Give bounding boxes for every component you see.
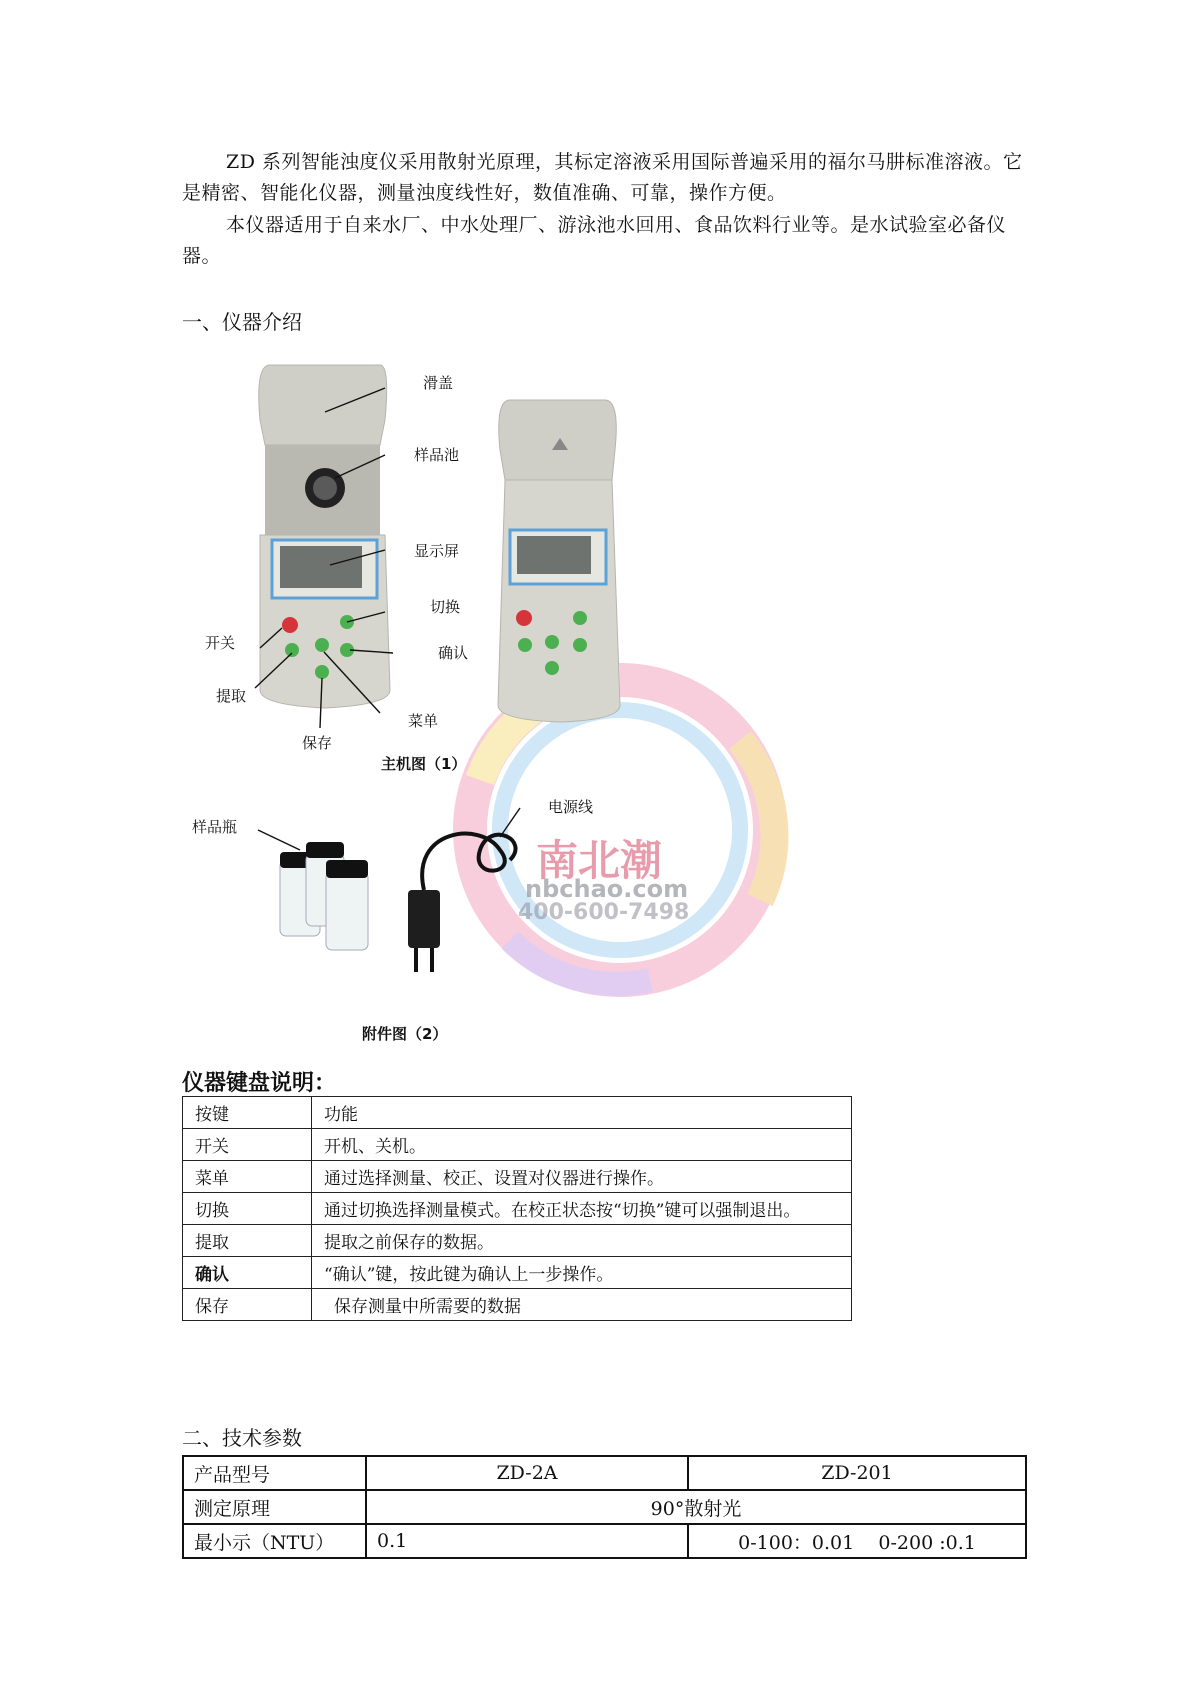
- label-power-cord: 电源线: [548, 798, 594, 816]
- spec-value-b: ZD-201: [688, 1456, 1026, 1490]
- table-row: [183, 1289, 852, 1321]
- func-cell: 保存测量中所需要的数据: [312, 1289, 852, 1321]
- func-cell: “确认”键，按此键为确认上一步操作。: [312, 1257, 852, 1289]
- label-confirm: 确认: [438, 644, 469, 662]
- key-cell: 提取: [183, 1225, 312, 1257]
- spec-label: 产品型号: [183, 1456, 366, 1490]
- table-row: [183, 1129, 852, 1161]
- intro-paragraph-1: ZD 系列智能浊度仪采用散射光原理，其标定溶液采用国际普遍采用的福尔马肼标准溶液。它是精密、智能化仪器，测量浊度线性好，数值准确、可靠，操作方便。: [182, 151, 1023, 204]
- label-switch: 切换: [430, 598, 461, 616]
- figure-1-caption: 主机图（1）: [381, 755, 467, 773]
- label-save: 保存: [302, 734, 333, 752]
- table-row: [183, 1524, 1026, 1558]
- section-2-heading: 二、技术参数: [182, 1426, 302, 1450]
- table-row: [183, 1456, 1026, 1490]
- sample-bottles: [280, 842, 368, 950]
- key-cell: 确认: [183, 1257, 312, 1289]
- table-row: [183, 1257, 852, 1289]
- key-cell: 保存: [183, 1289, 312, 1321]
- watermark-site: nbchao.com: [525, 875, 689, 903]
- table-row: [183, 1490, 1026, 1524]
- key-cell: 按键: [183, 1097, 312, 1129]
- keyboard-heading: 仪器键盘说明：: [182, 1070, 337, 1096]
- key-cell: 开关: [183, 1129, 312, 1161]
- spec-value-a: ZD-2A: [366, 1456, 688, 1490]
- section-1-heading: 一、仪器介绍: [182, 310, 302, 334]
- figure-area: [180, 360, 860, 1060]
- spec-label: 测定原理: [183, 1490, 366, 1524]
- table-row: [183, 1161, 852, 1193]
- label-menu: 菜单: [408, 712, 439, 730]
- func-cell: 开机、关机。: [312, 1129, 852, 1161]
- keyboard-table: [182, 1096, 852, 1321]
- table-row: [183, 1193, 852, 1225]
- label-sample-bottle: 样品瓶: [192, 818, 238, 836]
- label-display: 显示屏: [414, 542, 460, 560]
- device-closed: [498, 400, 620, 722]
- watermark-phone: 400-600-7498: [518, 900, 690, 925]
- key-cell: 切换: [183, 1193, 312, 1225]
- spec-value-b: 0-100：0.01 0-200 :0.1: [688, 1524, 1026, 1558]
- label-sample-cell: 样品池: [414, 446, 460, 464]
- func-cell: 提取之前保存的数据。: [312, 1225, 852, 1257]
- key-cell: 菜单: [183, 1161, 312, 1193]
- watermark-brand: 南北潮: [536, 836, 663, 885]
- spec-value-a: 0.1: [366, 1524, 688, 1558]
- table-row: [183, 1097, 852, 1129]
- device-open: [259, 365, 390, 708]
- func-cell: 通过选择测量、校正、设置对仪器进行操作。: [312, 1161, 852, 1193]
- label-extract: 提取: [216, 687, 247, 705]
- device-illustration: [180, 360, 860, 1060]
- spec-value: 90°散射光: [366, 1490, 1026, 1524]
- func-cell: 通过切换选择测量模式。在校正状态按“切换”键可以强制退出。: [312, 1193, 852, 1225]
- label-power: 开关: [205, 634, 236, 652]
- label-slide-cover: 滑盖: [423, 374, 454, 392]
- intro-paragraph-2: 本仪器适用于自来水厂、中水处理厂、游泳池水回用、食品饮料行业等。是水试验室必备仪器。: [182, 214, 1007, 267]
- spec-label: 最小示（NTU）: [183, 1524, 366, 1558]
- table-row: [183, 1225, 852, 1257]
- spec-table: [182, 1455, 1027, 1559]
- func-cell: 功能: [312, 1097, 852, 1129]
- figure-2-caption: 附件图（2）: [362, 1025, 448, 1043]
